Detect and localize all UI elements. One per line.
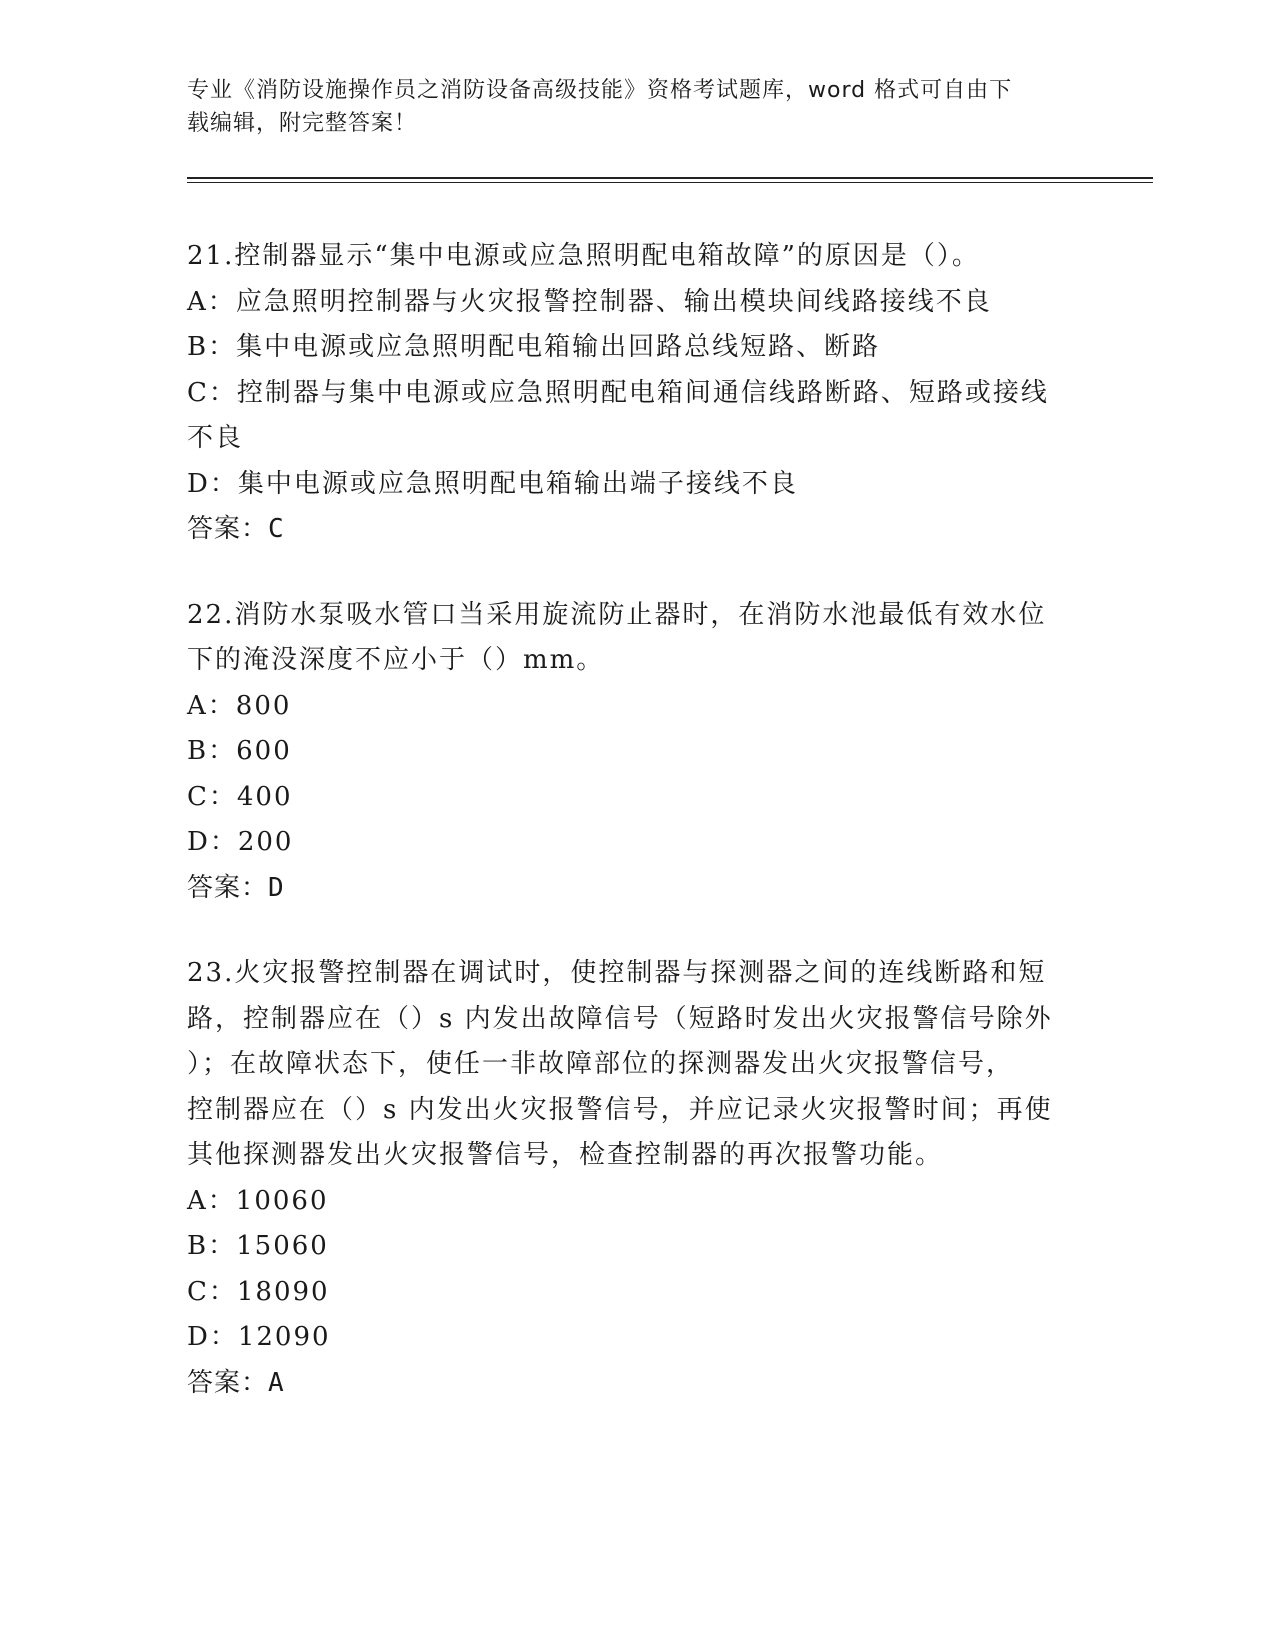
question-stem-line: 下的淹没深度不应小于（）mm。 bbox=[187, 645, 605, 675]
header-divider-thick bbox=[187, 177, 1153, 179]
document-header bbox=[187, 74, 1087, 140]
question-stem-line: 路，控制器应在（）s 内发出故障信号（短路时发出火灾报警信号除外 bbox=[187, 1003, 1053, 1034]
header-line-2: 载编辑，附完整答案！ bbox=[187, 111, 418, 136]
option-c-continued: 不良 bbox=[187, 423, 244, 453]
option-d: D：集中电源或应急照明配电箱输出端子接线不良 bbox=[187, 468, 798, 499]
question-stem-line: 23.火灾报警控制器在调试时，使控制器与探测器之间的连线断路和短 bbox=[187, 958, 1047, 988]
answer-label: 答案： bbox=[187, 1367, 269, 1398]
option-a: A：10060 bbox=[187, 1185, 329, 1216]
answer-value: D bbox=[268, 872, 285, 903]
option-a: A：应急照明控制器与火灾报警控制器、输出模块间线路接线不良 bbox=[187, 286, 992, 317]
question-stem-line: 控制器应在（）s 内发出火灾报警信号，并应记录火灾报警时间；再使 bbox=[187, 1094, 1053, 1125]
question-21 bbox=[187, 234, 1087, 553]
option-b: B：集中电源或应急照明配电箱输出回路总线短路、断路 bbox=[187, 332, 881, 362]
option-a: A：800 bbox=[187, 690, 292, 721]
option-c: C：18090 bbox=[187, 1276, 330, 1307]
option-d: D：12090 bbox=[187, 1322, 331, 1352]
answer-label: 答案： bbox=[187, 872, 269, 903]
header-divider-thin bbox=[187, 182, 1153, 183]
option-b: B：600 bbox=[187, 736, 292, 766]
question-list bbox=[187, 234, 1087, 1446]
answer-line bbox=[187, 1361, 1087, 1407]
option-d: D：200 bbox=[187, 827, 294, 857]
answer-label: 答案： bbox=[187, 514, 269, 544]
answer-value: C bbox=[268, 514, 285, 544]
answer-value: A bbox=[268, 1367, 285, 1398]
option-c: C：控制器与集中电源或应急照明配电箱间通信线路断路、短路或接线 bbox=[187, 377, 1049, 408]
answer-line bbox=[187, 507, 1087, 553]
header-line-1: 专业《消防设施操作员之消防设备高级技能》资格考试题库，word 格式可自由下 bbox=[187, 78, 1013, 103]
answer-line bbox=[187, 866, 1087, 912]
question-stem-line: 其他探测器发出火灾报警信号，检查控制器的再次报警功能。 bbox=[187, 1140, 944, 1170]
question-22 bbox=[187, 593, 1087, 912]
question-stem-line: ）；在故障状态下，使任一非故障部位的探测器发出火灾报警信号， bbox=[187, 1049, 1015, 1079]
option-b: B：15060 bbox=[187, 1231, 329, 1261]
option-c: C：400 bbox=[187, 781, 293, 812]
question-stem-line: 21.控制器显示“集中电源或应急照明配电箱故障”的原因是（）。 bbox=[187, 241, 980, 271]
question-23 bbox=[187, 951, 1087, 1406]
question-stem-line: 22.消防水泵吸水管口当采用旋流防止器时，在消防水池最低有效水位 bbox=[187, 599, 1047, 630]
